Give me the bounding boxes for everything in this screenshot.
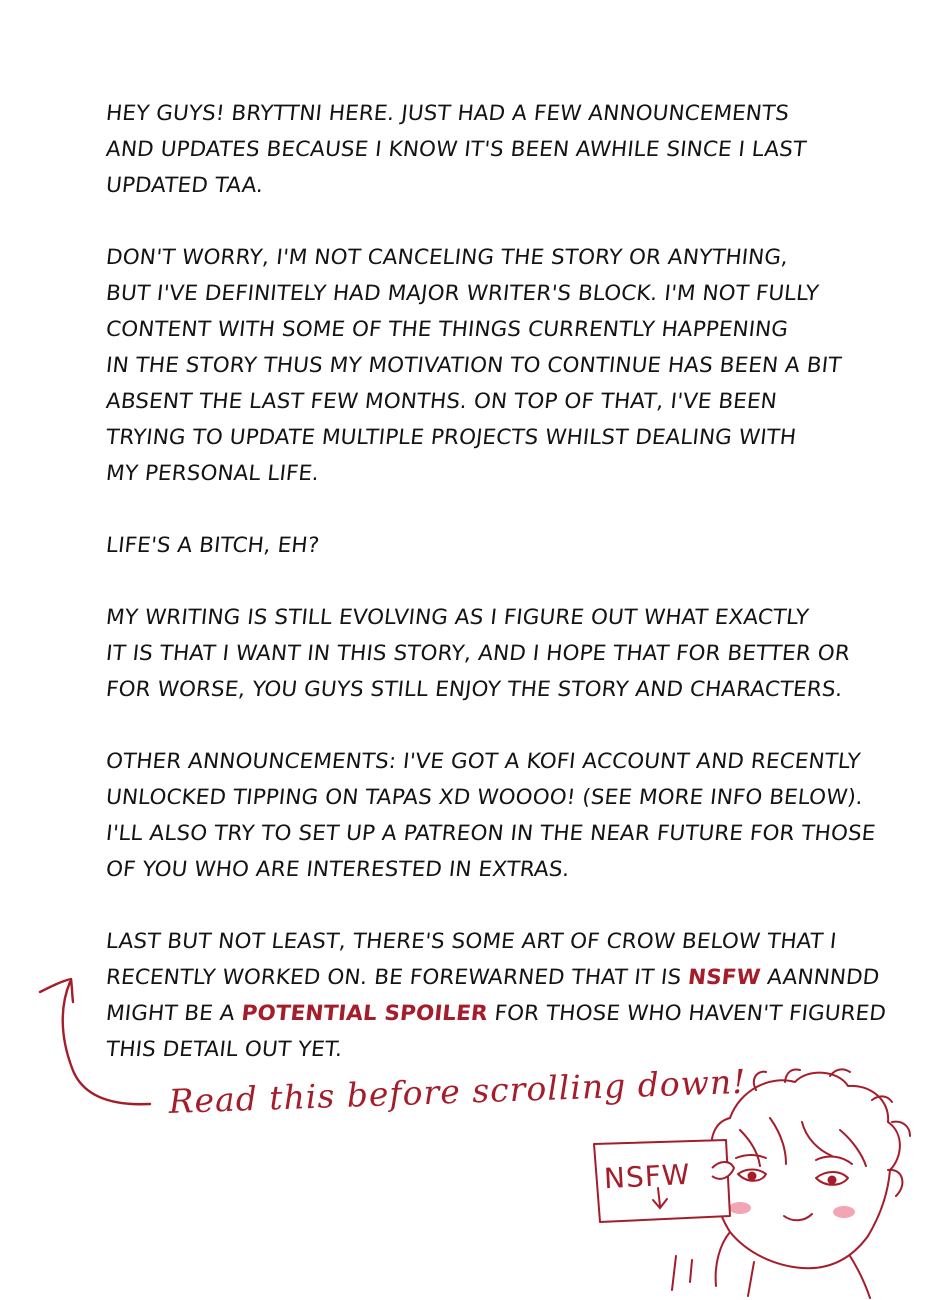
text-segment: MY WRITING IS STILL EVOLVING AS I FIGURE OUT WHAT EXACTLY (104, 605, 810, 630)
text-segment: LIFE'S A BITCH, EH? (104, 533, 321, 558)
handwritten-note: Read this before scrolling down! (168, 1061, 748, 1121)
text-segment: AANNNDD (759, 965, 881, 990)
text-segment: OTHER ANNOUNCEMENTS: I'VE GOT A KOFI ACCOUNT AND RECENTLY (104, 749, 862, 774)
text-segment: OF YOU WHO ARE INTERESTED IN EXTRAS. (104, 857, 571, 882)
text-segment: MY PERSONAL LIFE. (104, 461, 321, 486)
text-segment: MIGHT BE A (104, 1001, 243, 1026)
nsfw-sign-label: NSFW (603, 1157, 692, 1196)
text-segment: I'LL ALSO TRY TO SET UP A PATREON IN THE NEAR FUTURE FOR THOSE (104, 821, 877, 846)
text-segment: RECENTLY WORKED ON. BE FOREWARNED THAT IT IS (104, 965, 690, 990)
text-segment: THIS DETAIL OUT YET. (104, 1037, 344, 1062)
text-segment: IT IS THAT I WANT IN THIS STORY, AND I HOPE THAT FOR BETTER OR (104, 641, 852, 666)
text-segment: UPDATED TAA. (104, 173, 265, 198)
text-segment: ABSENT THE LAST FEW MONTHS. ON TOP OF THAT, I'VE BEEN (104, 389, 779, 414)
text-segment: BUT I'VE DEFINITELY HAD MAJOR WRITER'S BLOCK. I'M NOT FULLY (104, 281, 820, 306)
text-segment: TRYING TO UPDATE MULTIPLE PROJECTS WHILST DEALING WITH (104, 425, 798, 450)
text-segment: AND UPDATES BECAUSE I KNOW IT'S BEEN AWHILE SINCE I LAST (104, 137, 808, 162)
text-segment: CONTENT WITH SOME OF THE THINGS CURRENTLY HAPPENING (104, 317, 790, 342)
highlighted-text: NSFW (686, 965, 762, 990)
text-segment: DON'T WORRY, I'M NOT CANCELING THE STORY OR ANYTHING, (104, 245, 790, 270)
text-segment: IN THE STORY THUS MY MOTIVATION TO CONTINUE HAS BEEN A BIT (104, 353, 843, 378)
text-segment: HEY GUYS! BRYTTNI HERE. JUST HAD A FEW ANNOUNCEMENTS (104, 101, 791, 126)
nsfw-sign (594, 1140, 724, 1222)
text-segment: UNLOCKED TIPPING ON TAPAS XD WOOOO! (SEE MORE INFO BELOW). (104, 785, 865, 810)
highlighted-text: POTENTIAL SPOILER (240, 1001, 489, 1026)
text-segment: LAST BUT NOT LEAST, THERE'S SOME ART OF CROW BELOW THAT I (104, 929, 838, 954)
text-segment: FOR WORSE, YOU GUYS STILL ENJOY THE STORY AND CHARACTERS. (104, 677, 844, 702)
text-segment: FOR THOSE WHO HAVEN'T FIGURED (486, 1001, 888, 1026)
